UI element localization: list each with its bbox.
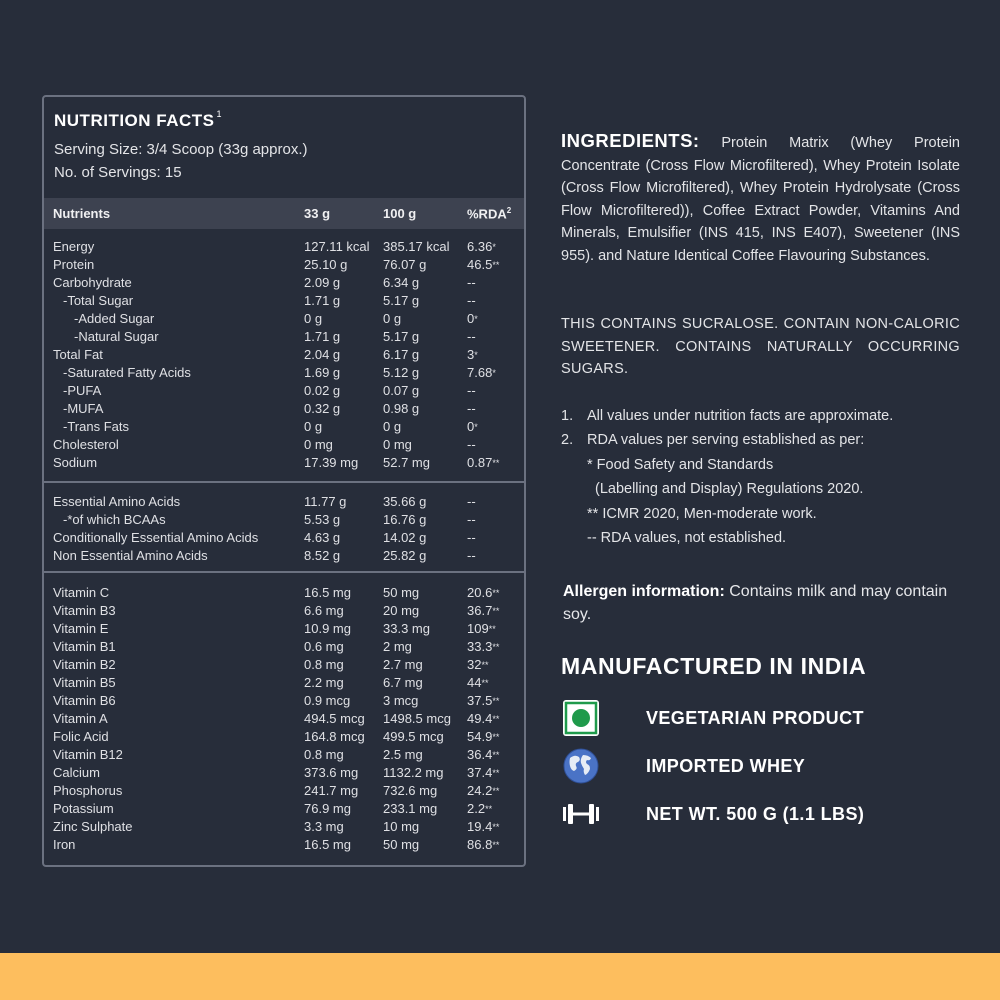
table-row [44, 400, 524, 418]
table-row [44, 328, 524, 346]
value-rda [467, 764, 499, 782]
rda-footnote-mark: ** [492, 822, 500, 832]
nutrient-name: Cholesterol [53, 437, 119, 452]
feature-net-weight [561, 794, 981, 834]
value-per-serving: 164.8 mcg [304, 729, 365, 744]
value-rda [467, 638, 499, 656]
table-row [44, 310, 524, 328]
value-per-serving: 1.71 g [304, 329, 341, 344]
rda-footnote-mark: ** [492, 260, 500, 270]
rda-footnote-mark: * [474, 350, 478, 360]
value-per-100g: 20 mg [383, 603, 420, 618]
table-row [44, 584, 524, 602]
value-rda [467, 656, 488, 674]
nutrition-title: NUTRITION FACTS $^1$ [54, 109, 223, 130]
allergen-info [563, 580, 963, 626]
value-per-100g: 33.3 mg [383, 621, 430, 636]
rda-number: 24.2 [467, 783, 493, 798]
value-per-100g: 385.17 kcal [383, 239, 450, 254]
value-per-serving: 494.5 mcg [304, 711, 365, 726]
rda-footnote-mark: ** [492, 714, 500, 724]
value-rda [467, 746, 499, 764]
nutrient-name: Vitamin B5 [53, 675, 116, 690]
value-per-serving: 5.53 g [304, 512, 341, 527]
table-row [44, 292, 524, 310]
table-row [44, 547, 524, 565]
value-rda [467, 674, 488, 692]
value-per-serving: 10.9 mg [304, 621, 351, 636]
rda-footnote-mark: ** [492, 786, 500, 796]
note-2: RDA values per serving established as per: [587, 432, 865, 448]
rda-footnote-mark: ** [488, 624, 496, 634]
rda-number: 37.5 [467, 693, 493, 708]
value-per-100g: 14.02 g [383, 530, 427, 545]
feature-vegetarian [561, 698, 981, 738]
rda-number: 20.6 [467, 585, 493, 600]
note-1: All values under nutrition facts are approximate. [587, 408, 894, 424]
nutrient-name: Vitamin C [53, 585, 110, 600]
table-row [44, 602, 524, 620]
table-header [44, 198, 524, 229]
value-per-100g: 732.6 mg [383, 783, 438, 798]
value-per-serving: 0.8 mg [304, 657, 344, 672]
table-row [44, 238, 524, 256]
value-rda [467, 454, 499, 472]
value-per-serving: 25.10 g [304, 257, 348, 272]
value-rda [467, 238, 496, 256]
nutrient-name: Folic Acid [53, 729, 109, 744]
nutrient-name: Zinc Sulphate [53, 819, 133, 834]
value-per-100g: 0 mg [383, 437, 412, 452]
value-rda [467, 274, 476, 292]
value-per-100g: 0.07 g [383, 383, 420, 398]
value-per-serving: 0.9 mcg [304, 693, 351, 708]
rda-footnote-mark: ** [492, 458, 500, 468]
amino-section [44, 493, 524, 565]
rda-number: -- [467, 494, 476, 509]
rda-number: 54.9 [467, 729, 493, 744]
value-per-100g: 233.1 mg [383, 801, 438, 816]
rda-footnote-mark: ** [492, 642, 500, 652]
value-per-100g: 10 mg [383, 819, 420, 834]
nutrient-name: Energy [53, 239, 95, 254]
table-row [44, 800, 524, 818]
rda-number: 0 [467, 311, 475, 326]
table-row [44, 274, 524, 292]
micros-section [44, 584, 524, 854]
value-rda [467, 493, 476, 511]
feature-label: VEGETARIAN PRODUCT [646, 708, 864, 728]
value-rda [467, 529, 476, 547]
value-per-serving: 76.9 mg [304, 801, 351, 816]
value-per-100g: 0 g [383, 311, 402, 326]
nutrient-name: Vitamin A [53, 711, 108, 726]
value-per-serving: 2.04 g [304, 347, 341, 362]
rda-number: 6.36 [467, 239, 493, 254]
rda-footnote-mark: ** [481, 678, 489, 688]
value-per-serving: 16.5 mg [304, 585, 351, 600]
header-nutrients: Nutrients [53, 206, 111, 221]
nutrition-facts-table [42, 95, 526, 867]
value-per-serving: 241.7 mg [304, 783, 359, 798]
value-per-serving: 8.52 g [304, 548, 341, 563]
value-per-serving: 0 mg [304, 437, 333, 452]
note-2-source-fssai-cont: (Labelling and Display) Regulations 2020. [595, 481, 864, 497]
rda-footnote-mark: ** [492, 606, 500, 616]
value-per-serving: 0.32 g [304, 401, 341, 416]
veg-mark-icon [561, 698, 601, 738]
table-row [44, 364, 524, 382]
table-row [44, 656, 524, 674]
value-rda [467, 418, 478, 436]
value-per-100g: 1132.2 mg [383, 765, 444, 780]
rda-footnote-mark: * [492, 242, 496, 252]
sucralose-notice: THIS CONTAINS SUCRALOSE. CONTAIN NON-CALORIC SWEETENER. CONTAINS NATURALLY OCCURRING SUGARS. [561, 316, 960, 378]
header-per-100g: 100 g [383, 206, 417, 221]
value-per-serving: 127.11 kcal [304, 239, 370, 254]
nutrient-name: Non Essential Amino Acids [53, 548, 208, 563]
nutrient-name: Protein [53, 257, 95, 272]
note-1-number: 1. [561, 408, 574, 424]
value-per-serving: 11.77 g [304, 494, 347, 509]
rda-number: -- [467, 530, 476, 545]
nutrient-name: Potassium [53, 801, 114, 816]
nutrient-name: -Added Sugar [74, 311, 155, 326]
value-per-100g: 5.12 g [383, 365, 420, 380]
nutrient-name: -Trans Fats [63, 419, 129, 434]
nutrient-name: -Saturated Fatty Acids [63, 365, 191, 380]
value-rda [467, 310, 478, 328]
rda-footnote-mark: * [474, 314, 478, 324]
rda-number: 36.4 [467, 747, 493, 762]
value-per-serving: 16.5 mg [304, 837, 351, 852]
value-per-100g: 6.34 g [383, 275, 420, 290]
table-row [44, 454, 524, 472]
value-rda [467, 620, 496, 638]
feature-label: NET WT. 500 G (1.1 LBS) [646, 804, 865, 824]
rda-number: 33.3 [467, 639, 493, 654]
nutrient-name: Iron [53, 837, 76, 852]
nutrient-name: Carbohydrate [53, 275, 132, 290]
value-per-100g: 5.17 g [383, 293, 420, 308]
globe-icon [561, 746, 601, 786]
rda-number: -- [467, 383, 476, 398]
nutrient-name: -PUFA [63, 383, 102, 398]
rda-footnote-mark: ** [492, 768, 500, 778]
table-row [44, 418, 524, 436]
feature-label: IMPORTED WHEY [646, 756, 806, 776]
table-row [44, 674, 524, 692]
value-rda [467, 364, 496, 382]
section-divider [44, 571, 524, 573]
nutrient-name: -*of which BCAAs [63, 512, 166, 527]
value-per-100g: 6.17 g [383, 347, 420, 362]
value-rda [467, 728, 499, 746]
dumbbell-icon [561, 794, 601, 834]
rda-footnote-mark: ** [481, 660, 489, 670]
nutrient-name: Total Fat [53, 347, 103, 362]
rda-number: -- [467, 329, 476, 344]
rda-number: 37.4 [467, 765, 493, 780]
value-per-100g: 2.5 mg [383, 747, 423, 762]
value-per-100g: 25.82 g [383, 548, 427, 563]
table-row [44, 782, 524, 800]
rda-number: 36.7 [467, 603, 493, 618]
rda-footnote-mark: ** [492, 750, 500, 760]
rda-number: 2.2 [467, 801, 486, 816]
value-per-100g: 16.76 g [383, 512, 427, 527]
nutrient-name: Vitamin B12 [53, 747, 123, 762]
note-2-not-established: -- RDA values, not established. [587, 530, 787, 546]
nutrient-name: -Natural Sugar [74, 329, 159, 344]
value-rda [467, 346, 478, 364]
rda-number: 0 [467, 419, 475, 434]
value-per-serving: 1.71 g [304, 293, 341, 308]
rda-footnote-mark: ** [492, 588, 500, 598]
value-per-100g: 0.98 g [383, 401, 420, 416]
value-per-100g: 50 mg [383, 585, 420, 600]
value-rda [467, 400, 476, 418]
value-per-100g: 0 g [383, 419, 402, 434]
value-per-100g: 2.7 mg [383, 657, 423, 672]
table-row [44, 511, 524, 529]
value-rda [467, 710, 499, 728]
rda-number: 32 [467, 657, 482, 672]
nutrient-name: Sodium [53, 455, 98, 470]
note-2-number: 2. [561, 432, 574, 448]
value-per-100g: 5.17 g [383, 329, 420, 344]
value-per-100g: 35.66 g [383, 494, 427, 509]
nutrient-name: Vitamin B6 [53, 693, 116, 708]
value-per-serving: 0 g [304, 419, 323, 434]
value-rda [467, 292, 476, 310]
value-rda [467, 328, 476, 346]
value-rda [467, 836, 499, 854]
bottom-color-band [0, 953, 1000, 1000]
nutrient-name: Vitamin B1 [53, 639, 116, 654]
feature-imported-whey [561, 746, 981, 786]
value-per-100g: 1498.5 mcg [383, 711, 451, 726]
value-per-100g: 2 mg [383, 639, 412, 654]
rda-number: 3 [467, 347, 475, 362]
value-rda [467, 782, 499, 800]
value-per-serving: 0 g [304, 311, 323, 326]
header-rda: %RDA$^2$ [467, 206, 512, 222]
table-row [44, 620, 524, 638]
nutrient-name: Calcium [53, 765, 100, 780]
table-row [44, 256, 524, 274]
rda-footnote-mark: * [474, 422, 478, 432]
value-per-serving: 373.6 mg [304, 765, 359, 780]
value-per-100g: 499.5 mcg [383, 729, 444, 744]
nutrient-name: Vitamin B3 [53, 603, 116, 618]
section-divider [44, 481, 524, 483]
value-per-serving: 17.39 mg [304, 455, 359, 470]
allergen-text: Contains milk and may contain soy. [563, 583, 948, 623]
rda-number: 0.87 [467, 455, 493, 470]
rda-number: -- [467, 293, 476, 308]
value-per-serving: 0.6 mg [304, 639, 344, 654]
table-row [44, 493, 524, 511]
rda-number: -- [467, 512, 476, 527]
rda-number: 109 [467, 621, 489, 636]
rda-footnote-mark: ** [492, 732, 500, 742]
nutrient-name: Vitamin B2 [53, 657, 116, 672]
nutrient-name: Vitamin E [53, 621, 109, 636]
table-row [44, 692, 524, 710]
rda-number: -- [467, 275, 476, 290]
value-rda [467, 584, 499, 602]
rda-number: -- [467, 401, 476, 416]
rda-number: 44 [467, 675, 482, 690]
value-per-100g: 3 mcg [383, 693, 419, 708]
servings-count: No. of Servings: 15 [54, 164, 182, 181]
allergen-label: Allergen information: [563, 583, 725, 600]
value-per-serving: 3.3 mg [304, 819, 344, 834]
ingredients-text: Protein Matrix (Whey Protein Concentrate (Cross Flow Microfiltered), Whey Protein Isolate (Cross Flow Microfiltered), Whey Protein Hydrolysate (Cross Flow Microfiltered)), Coffee Extract Powder, Vitamins And Minerals, Emulsifier (INS 415, INS E407), Sweetener (INS 955). and Nature Identical Coffee Flavouring Substances. [561, 135, 960, 264]
value-per-100g: 6.7 mg [383, 675, 423, 690]
table-row [44, 728, 524, 746]
value-rda [467, 256, 499, 274]
table-row [44, 382, 524, 400]
value-per-100g: 76.07 g [383, 257, 427, 272]
value-per-100g: 50 mg [383, 837, 420, 852]
value-rda [467, 800, 492, 818]
ingredients-label: INGREDIENTS: [561, 130, 700, 151]
value-per-serving: 0.02 g [304, 383, 341, 398]
rda-number: 86.8 [467, 837, 493, 852]
table-row [44, 638, 524, 656]
rda-footnote-mark: * [492, 368, 496, 378]
rda-number: 49.4 [467, 711, 493, 726]
value-per-100g: 52.7 mg [383, 455, 430, 470]
table-row [44, 764, 524, 782]
serving-size: Serving Size: 3/4 Scoop (33g approx.) [54, 141, 308, 158]
table-row [44, 346, 524, 364]
note-2-source-icmr: ** ICMR 2020, Men-moderate work. [587, 506, 817, 522]
rda-number: -- [467, 548, 476, 563]
value-rda [467, 602, 499, 620]
table-row [44, 436, 524, 454]
ingredients-block [561, 130, 960, 268]
macros-section [44, 238, 524, 472]
nutrient-name: Phosphorus [53, 783, 123, 798]
nutrient-name: Essential Amino Acids [53, 494, 181, 509]
rda-footnote-mark: ** [492, 696, 500, 706]
value-rda [467, 818, 499, 836]
rda-number: 19.4 [467, 819, 493, 834]
table-row [44, 529, 524, 547]
rda-number: 46.5 [467, 257, 493, 272]
value-per-serving: 0.8 mg [304, 747, 344, 762]
value-rda [467, 382, 476, 400]
value-rda [467, 692, 499, 710]
table-row [44, 710, 524, 728]
value-rda [467, 547, 476, 565]
note-2-source-fssai: * Food Safety and Standards [587, 457, 774, 473]
value-rda [467, 436, 476, 454]
rda-number: 7.68 [467, 365, 493, 380]
value-per-serving: 1.69 g [304, 365, 341, 380]
rda-number: -- [467, 437, 476, 452]
table-row [44, 818, 524, 836]
nutrient-name: -Total Sugar [63, 293, 134, 308]
table-row [44, 746, 524, 764]
value-per-serving: 6.6 mg [304, 603, 344, 618]
rda-footnote-mark: ** [485, 804, 493, 814]
value-per-serving: 2.09 g [304, 275, 341, 290]
value-per-serving: 4.63 g [304, 530, 341, 545]
nutrient-name: -MUFA [63, 401, 104, 416]
table-row [44, 836, 524, 854]
manufactured-in-india: MANUFACTURED IN INDIA [561, 653, 867, 679]
rda-footnote-mark: ** [492, 840, 500, 850]
value-rda [467, 511, 476, 529]
header-per-serving: 33 g [304, 206, 331, 221]
nutrient-name: Conditionally Essential Amino Acids [53, 530, 259, 545]
value-per-serving: 2.2 mg [304, 675, 344, 690]
